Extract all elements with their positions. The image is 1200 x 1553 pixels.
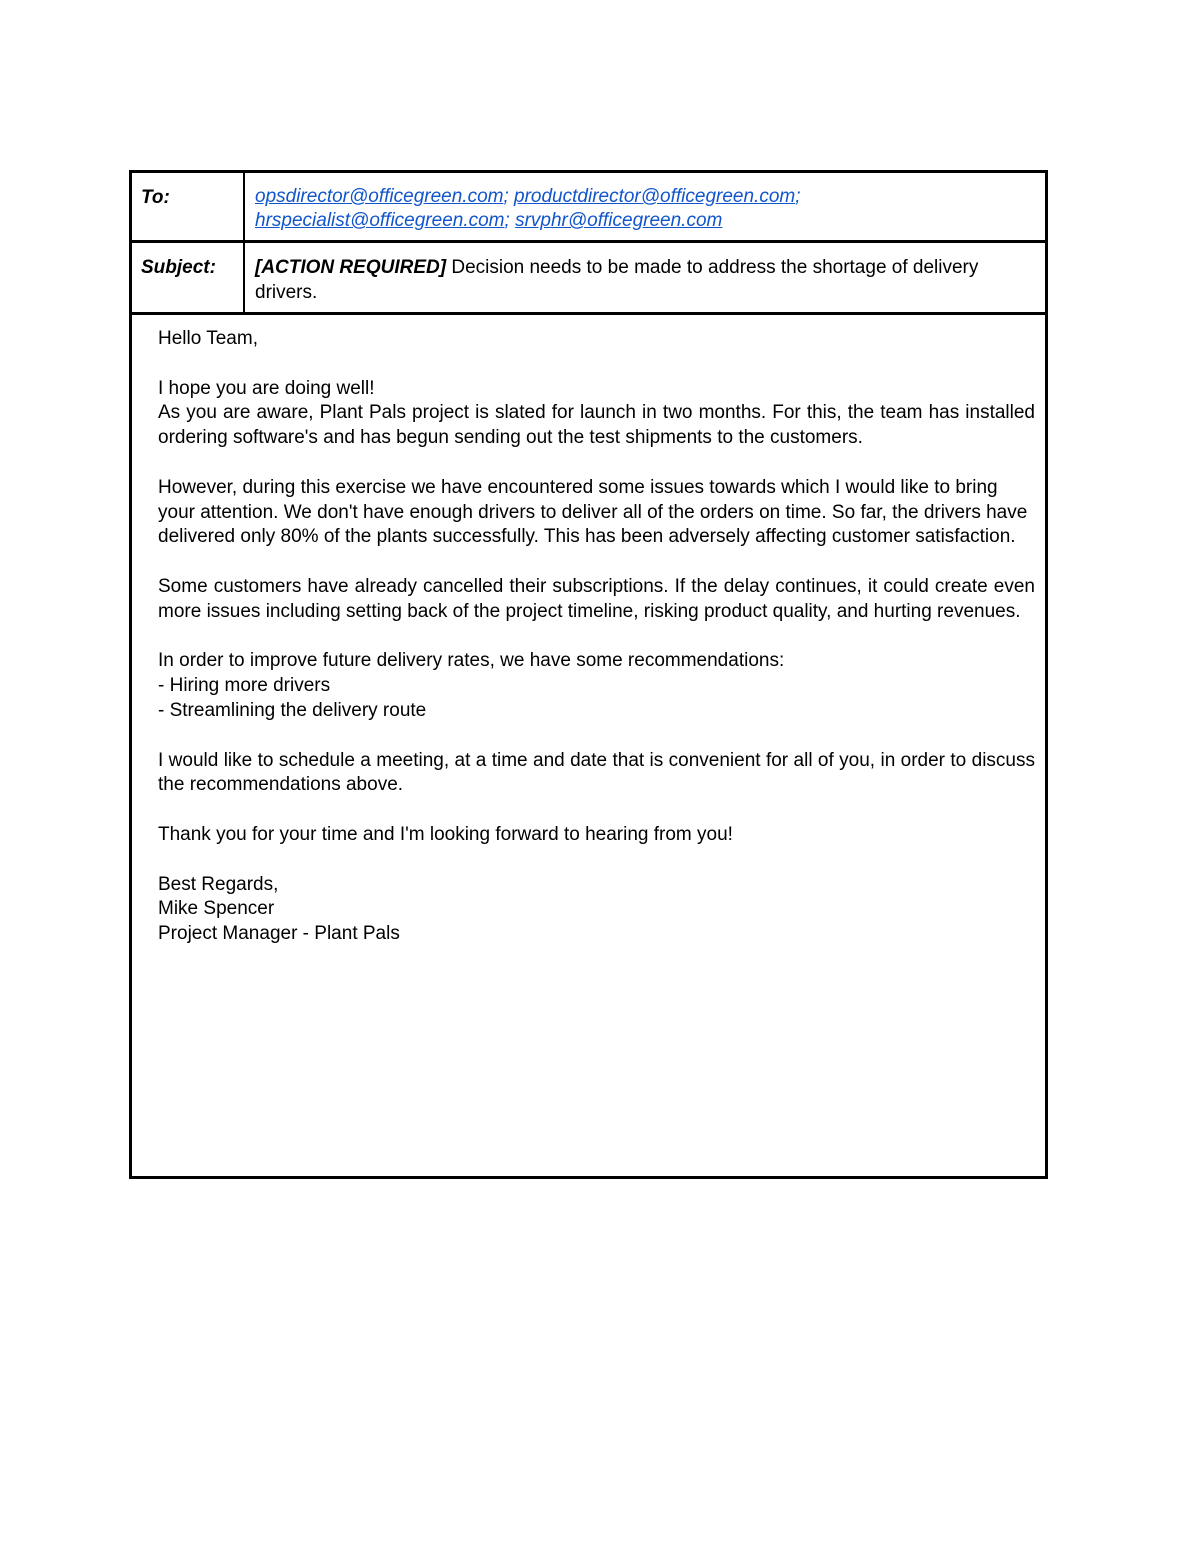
recommendations-paragraph <box>158 649 1035 723</box>
subject-tag: [ACTION REQUIRED] <box>255 257 447 278</box>
recipients-field: opsdirector@officegreen.com; productdirector@officegreen.com; hrspecialist@officegreen.com; srvphr@officegreen.com <box>255 186 801 231</box>
subject-field <box>247 243 1045 312</box>
email-body <box>132 315 1045 1176</box>
signature-block <box>158 873 1035 947</box>
recipient-link-srvphr[interactable]: srvphr@officegreen.com <box>515 210 723 231</box>
email-form <box>129 170 1048 1179</box>
intro-line-2: As you are aware, Plant Pals project is slated for launch in two months. For this, the team has installed ordering software's and has begun sending out the test shipments to the customers. <box>158 402 1035 449</box>
recipient-link-product-director[interactable]: productdirector@officegreen.com <box>514 186 796 207</box>
impact-paragraph: Some customers have already cancelled their subscriptions. If the delay continues, it could create even more issues including setting back of the project timeline, risking product quality, and hurting revenues. <box>158 575 1035 622</box>
intro-line-1: I hope you are doing well! <box>158 377 375 399</box>
subject-row <box>132 243 1045 315</box>
recipient-link-hr-specialist[interactable]: hrspecialist@officegreen.com <box>255 210 505 231</box>
recommendation-item: - Streamlining the delivery route <box>158 699 427 721</box>
to-label: To: <box>132 173 245 240</box>
greeting: Hello Team, <box>158 328 258 349</box>
sender-name: Mike Spencer <box>158 898 275 920</box>
signoff: Best Regards, <box>158 873 279 895</box>
thanks-paragraph: Thank you for your time and I'm looking forward to hearing from you! <box>158 823 733 845</box>
issues-paragraph: However, during this exercise we have encountered some issues towards which I would like to bring your attention. We don't have enough drivers to deliver all of the orders on time. So far, the drivers have delivered only 80% of the plants successfully. This has been adversely affecting customer satisfaction. <box>158 476 1028 548</box>
subject-label: Subject: <box>132 243 245 312</box>
to-row <box>132 173 1045 243</box>
sender-title: Project Manager - Plant Pals <box>158 923 400 945</box>
recipient-link-ops-director[interactable]: opsdirector@officegreen.com <box>255 186 504 207</box>
recommendations-intro: In order to improve future delivery rates, we have some recommendations: <box>158 650 785 672</box>
recommendation-item: - Hiring more drivers <box>158 675 331 697</box>
subject-text: Decision needs to be made to address the shortage of delivery drivers. <box>255 257 979 303</box>
meeting-paragraph: I would like to schedule a meeting, at a time and date that is convenient for all of you, in order to discuss the recommendations above. <box>158 749 1035 796</box>
intro-paragraph <box>158 377 1035 451</box>
